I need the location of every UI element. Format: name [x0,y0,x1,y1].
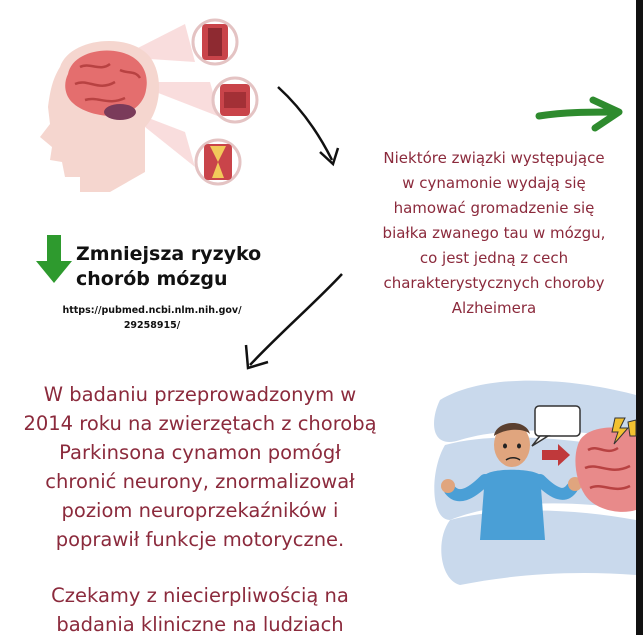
fact-parkinson-line: poziom neuroprzekaźników i [61,499,339,522]
headline-line: Zmniejsza ryzyko [76,243,262,265]
down-arrow-icon [36,235,72,285]
fact-tau-line: co jest jedną z cech [419,249,569,267]
fact-tau-line: hamować gromadzenie się [393,199,595,217]
closing-line: Czekamy z niecierpliwością na [51,584,349,607]
head-brain-illustration [20,12,255,197]
fact-tau-line: charakterystycznych choroby [383,274,605,292]
fact-tau-text [350,146,638,321]
fact-tau-line: Alzheimera [451,299,537,317]
curved-arrow-icon [270,82,360,172]
right-arrow-icon [535,96,625,141]
fact-parkinson-text [0,380,400,639]
source-line: https://pubmed.ncbi.nlm.nih.gov/ [62,305,242,316]
diagonal-arrow-icon [238,270,348,375]
fact-tau-line: białka zwanego tau w mózgu, [382,224,606,242]
closing-line: badania kliniczne na ludziach [56,613,344,636]
fact-tau-line: Niektóre związki występujące [383,149,605,167]
source-link[interactable] [52,303,252,333]
fact-parkinson-line: 2014 roku na zwierzętach z chorobą [23,412,377,435]
source-line: 29258915/ [123,320,181,331]
fact-parkinson-line: chronić neurony, znormalizował [45,470,355,493]
fact-tau-line: w cynamonie wydają się [402,174,586,192]
confused-man-illustration [430,370,636,620]
headline-line: chorób mózgu [76,268,228,290]
fact-parkinson-line: W badaniu przeprowadzonym w [43,383,357,406]
fact-parkinson-line: Parkinsona cynamon pomógł [59,441,341,464]
fact-parkinson-line: poprawił funkcje motoryczne. [55,528,345,551]
